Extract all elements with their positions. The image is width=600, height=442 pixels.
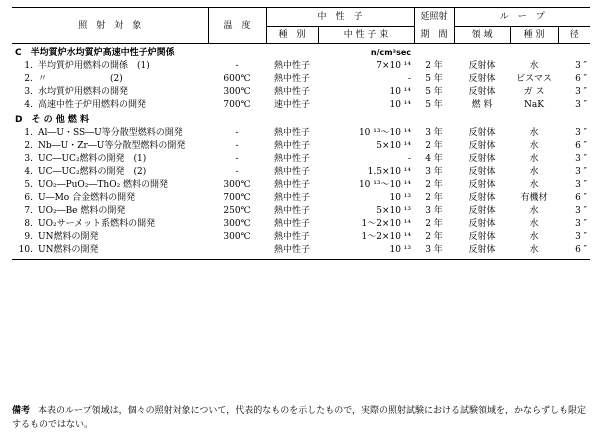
- row-loop-region: 反射体: [468, 192, 496, 203]
- row-loop-region: 反射体: [468, 127, 496, 138]
- row-period: 3 年: [425, 205, 443, 216]
- row-period: 3 年: [425, 127, 443, 138]
- row-temperature: 700℃: [223, 192, 251, 203]
- row-target-text: UO₂―PuO₂―ThO₂ 燃料の開発: [38, 179, 169, 190]
- row-neutron-flux: 10 ¹⁴: [389, 86, 412, 97]
- row-target-text: UC―UC₂燃料の開発 (2): [38, 166, 147, 177]
- row-period: 5 年: [425, 99, 443, 110]
- row-neutron-flux: 10 ¹³: [389, 244, 412, 255]
- row-loop-diameter: 3 ″: [575, 99, 588, 110]
- row-target: [12, 191, 208, 204]
- irradiation-table: [12, 7, 590, 260]
- section-d-rows: [12, 126, 590, 256]
- row-loop-type: 水: [529, 140, 539, 151]
- row-loop-diameter: 3 ″: [575, 86, 588, 97]
- row-temperature: -: [235, 153, 239, 164]
- row-temperature: 300℃: [223, 231, 251, 242]
- row-loop-region: 反射体: [468, 140, 496, 151]
- row-neutron-type: 熱中性子: [273, 127, 310, 138]
- section-c-rows: [12, 59, 590, 111]
- header-loop-diameter: 径: [558, 27, 590, 44]
- row-loop-diameter: 3 ″: [575, 153, 588, 164]
- row-loop-region: 反射体: [468, 86, 496, 97]
- table-body-c: [12, 44, 590, 60]
- row-loop-type: 水: [529, 179, 539, 190]
- row-number: 10.: [18, 244, 33, 255]
- row-temperature: -: [235, 166, 239, 177]
- row-temperature: -: [235, 60, 239, 71]
- row-neutron-type: 速中性子: [273, 99, 310, 110]
- section-d-title: D そ の 他 燃 料: [15, 114, 90, 125]
- row-target: [12, 178, 208, 191]
- row-temperature: 300℃: [223, 218, 251, 229]
- row-loop-diameter: 3 ″: [575, 218, 588, 229]
- table-row: [12, 217, 590, 230]
- row-neutron-type: 熱中性子: [273, 73, 310, 84]
- row-neutron-type: 熱中性子: [273, 192, 310, 203]
- header-duration-top: 延照射: [414, 8, 454, 27]
- header-neutron-flux: 中 性 子 束: [318, 27, 414, 44]
- row-neutron-type: 熱中性子: [273, 166, 310, 177]
- header-target: 照 射 対 象: [12, 8, 208, 44]
- row-number: 9.: [24, 231, 33, 242]
- row-loop-type: 水: [529, 205, 539, 216]
- footnote: [12, 404, 590, 432]
- row-loop-type: 水: [529, 127, 539, 138]
- table-row: [12, 165, 590, 178]
- row-period: 2 年: [425, 140, 443, 151]
- table-row: [12, 85, 590, 98]
- table-row: [12, 204, 590, 217]
- table-body-d: [12, 111, 590, 126]
- row-target-text: 半均質炉用燃料の開係 (1): [38, 60, 150, 71]
- row-loop-type: 水: [529, 166, 539, 177]
- row-target: [12, 165, 208, 178]
- row-loop-diameter: 3 ″: [575, 179, 588, 190]
- row-neutron-type: 熱中性子: [273, 244, 310, 255]
- header-duration-bottom: 期 間: [414, 27, 454, 44]
- row-period: 2 年: [425, 179, 443, 190]
- row-loop-type: 有機材: [520, 192, 548, 203]
- row-target: [12, 72, 208, 85]
- row-loop-type: ビスマス: [516, 73, 552, 84]
- row-target: [12, 98, 208, 111]
- row-number: 2.: [24, 73, 33, 84]
- row-target: [12, 152, 208, 165]
- row-loop-diameter: 3 ″: [575, 60, 588, 71]
- row-period: 2 年: [425, 231, 443, 242]
- row-period: 5 年: [425, 73, 443, 84]
- row-loop-diameter: 6 ″: [575, 244, 588, 255]
- row-neutron-flux: -: [407, 73, 412, 84]
- row-number: 5.: [24, 179, 33, 190]
- row-loop-region: 燃 料: [471, 99, 493, 110]
- row-neutron-flux: 10 ¹³～10 ¹⁴: [358, 127, 412, 138]
- row-neutron-type: 熱中性子: [273, 140, 310, 151]
- table-row: [12, 59, 590, 72]
- row-loop-type: 水: [529, 218, 539, 229]
- row-target: [12, 59, 208, 72]
- row-number: 1.: [24, 127, 33, 138]
- row-target-text: UO₂サーメット系燃料の開発: [38, 218, 156, 229]
- header-loop-type: 種 別: [510, 27, 558, 44]
- row-neutron-flux: 10 ¹⁴: [389, 99, 412, 110]
- row-neutron-type: 熱中性子: [273, 218, 310, 229]
- row-target-text: 高速中性子炉用燃料の開発: [38, 99, 147, 110]
- row-target-text: Nb―U・Zr―U等分散型燃料の開発: [38, 140, 186, 151]
- row-number: 4.: [24, 99, 33, 110]
- row-loop-type: 水: [529, 231, 539, 242]
- header-loop: ル ー プ: [454, 8, 590, 27]
- flux-unit: n/cm²sec: [370, 47, 412, 57]
- row-target-text: UN燃料の開発: [38, 244, 99, 255]
- row-loop-region: 反射体: [468, 244, 496, 255]
- table-row: [12, 72, 590, 85]
- row-loop-diameter: 6 ″: [575, 140, 588, 151]
- row-target-text: UN燃料の開発: [38, 231, 99, 242]
- row-period: 3 年: [425, 166, 443, 177]
- row-loop-type: ガ ス: [523, 86, 545, 97]
- row-number: 4.: [24, 166, 33, 177]
- row-neutron-type: 熱中性子: [273, 205, 310, 216]
- header-neutron: 中 性 子: [266, 8, 414, 27]
- row-temperature: [208, 243, 266, 256]
- row-period: 5 年: [425, 86, 443, 97]
- table-row: [12, 230, 590, 243]
- row-number: 8.: [24, 218, 33, 229]
- row-period: 2 年: [425, 60, 443, 71]
- section-c-title: C 半均質炉水均質炉高速中性子炉関係: [15, 47, 175, 58]
- footnote-label: 備考: [12, 406, 31, 416]
- row-target: [12, 217, 208, 230]
- row-neutron-type: 熱中性子: [273, 60, 310, 71]
- row-loop-type: 水: [529, 244, 539, 255]
- table-row: [12, 178, 590, 191]
- row-loop-region: 反射体: [468, 231, 496, 242]
- row-neutron-type: 熱中性子: [273, 231, 310, 242]
- row-number: 1.: [24, 60, 33, 71]
- table-row: [12, 126, 590, 139]
- row-target: [12, 243, 208, 256]
- row-loop-type: NaK: [524, 99, 544, 110]
- row-period: 3 年: [425, 244, 443, 255]
- row-number: 2.: [24, 140, 33, 151]
- irradiation-table-sheet: [12, 7, 590, 260]
- row-target: [12, 204, 208, 217]
- row-target-text: U―Mo 合金燃料の開発: [38, 192, 136, 203]
- table-header: [12, 8, 590, 44]
- row-loop-region: 反射体: [468, 73, 496, 84]
- row-loop-region: 反射体: [468, 153, 496, 164]
- row-loop-diameter: 6 ″: [575, 192, 588, 203]
- row-loop-diameter: 6 ″: [575, 73, 588, 84]
- row-target: [12, 230, 208, 243]
- row-loop-diameter: 3 ″: [575, 231, 588, 242]
- header-temperature: 温 度: [208, 8, 266, 44]
- row-target: [12, 126, 208, 139]
- row-target-text: UO₂―Be 燃料の開発: [38, 205, 126, 216]
- row-period: 2 年: [425, 218, 443, 229]
- row-neutron-flux: 7×10 ¹⁴: [376, 60, 412, 71]
- row-loop-region: 反射体: [468, 166, 496, 177]
- row-temperature: -: [235, 140, 239, 151]
- row-temperature: 600℃: [223, 73, 251, 84]
- row-loop-region: 反射体: [468, 179, 496, 190]
- row-period: 4 年: [425, 153, 443, 164]
- row-target: [12, 139, 208, 152]
- row-number: 6.: [24, 192, 33, 203]
- row-neutron-flux: 10 ¹³: [389, 192, 412, 203]
- row-neutron-flux: 5×10 ¹³: [376, 205, 412, 216]
- row-target-text: 〃 (2): [38, 73, 123, 84]
- row-loop-diameter: 3 ″: [575, 166, 588, 177]
- row-temperature: -: [235, 127, 239, 138]
- row-loop-region: 反射体: [468, 60, 496, 71]
- header-neutron-type: 種 別: [266, 27, 318, 44]
- row-neutron-flux: 1～2×10 ¹⁴: [361, 218, 412, 229]
- row-neutron-type: 熱中性子: [273, 86, 310, 97]
- row-loop-diameter: 3 ″: [575, 205, 588, 216]
- row-neutron-flux: 10 ¹³～10 ¹⁴: [358, 179, 412, 190]
- table-row: [12, 98, 590, 111]
- row-neutron-flux: 5×10 ¹⁴: [376, 140, 412, 151]
- table-row: [12, 243, 590, 256]
- row-target: [12, 85, 208, 98]
- row-loop-diameter: 3 ″: [575, 127, 588, 138]
- row-number: 3.: [24, 153, 33, 164]
- row-loop-type: 水: [529, 60, 539, 71]
- row-neutron-flux: 1.5×10 ¹⁴: [367, 166, 412, 177]
- row-temperature: 700℃: [223, 99, 251, 110]
- row-neutron-flux: 1～2×10 ¹⁴: [361, 231, 412, 242]
- footnote-text: 本表のループ領域は，個々の照射対象について，代表的なものを示したもので，実際の照射試験における試験領域を，かならずしも限定するものではない。: [12, 406, 587, 430]
- row-temperature: 300℃: [223, 86, 251, 97]
- row-temperature: 250℃: [223, 205, 251, 216]
- row-neutron-type: 熱中性子: [273, 179, 310, 190]
- row-number: 7.: [24, 205, 33, 216]
- header-loop-region: 領 域: [454, 27, 510, 44]
- row-loop-region: 反射体: [468, 205, 496, 216]
- row-loop-region: 反射体: [468, 218, 496, 229]
- row-neutron-type: 熱中性子: [273, 153, 310, 164]
- row-target-text: 水均質炉用燃料の開発: [38, 86, 129, 97]
- table-row: [12, 152, 590, 165]
- row-target-text: UC―UC₂燃料の開発 (1): [38, 153, 147, 164]
- row-period: 2 年: [425, 192, 443, 203]
- row-loop-type: 水: [529, 153, 539, 164]
- table-row: [12, 139, 590, 152]
- table-row: [12, 191, 590, 204]
- row-temperature: 300℃: [223, 179, 251, 190]
- row-target-text: Al―U・SS―U等分散型燃料の開発: [38, 127, 183, 138]
- row-number: 3.: [24, 86, 33, 97]
- row-neutron-flux: -: [407, 153, 412, 164]
